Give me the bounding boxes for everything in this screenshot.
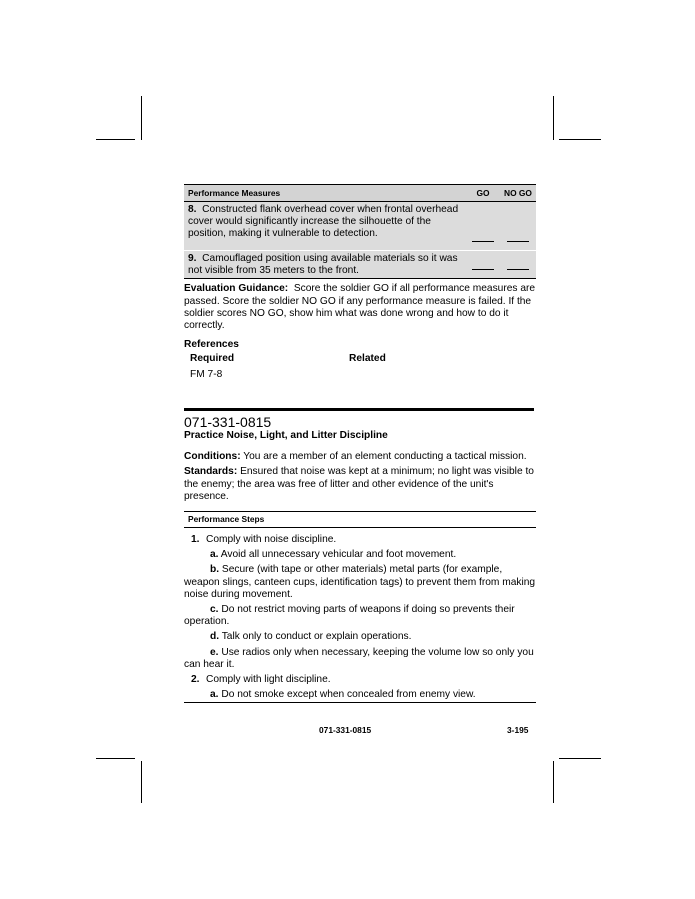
table-row	[184, 202, 536, 251]
standards	[184, 466, 536, 503]
performance-steps-header: Performance Steps	[184, 511, 536, 528]
task-title: Practice Noise, Light, and Litter Discipline	[184, 430, 388, 441]
substep	[184, 604, 536, 628]
step-text: Comply with noise discipline.	[206, 534, 337, 546]
substep	[184, 564, 536, 601]
crop-mark	[553, 761, 554, 803]
performance-measures-table	[184, 184, 536, 279]
step	[184, 534, 536, 546]
substep-text: Secure (with tape or other materials) metal parts (for example, weapon slings, canteen cups, identification tags) to prevent them from making noise during movement.	[184, 564, 536, 600]
substep-text: Use radios only when necessary, keeping the volume low so only you can hear it.	[184, 646, 534, 670]
standards-label: Standards:	[184, 466, 238, 478]
evaluation-guidance	[184, 283, 536, 332]
substep-text: Do not restrict moving parts of weapons if doing so prevents their operation.	[184, 604, 515, 628]
measure-cell	[184, 202, 466, 251]
crop-mark	[96, 758, 135, 759]
measure-number: 8.	[188, 204, 197, 215]
page-content	[184, 184, 536, 381]
go-header: GO	[466, 185, 500, 202]
measure-text: Constructed flank overhead cover when frontal overhead cover would significantly increase the silhouette of the position, making it vulnerable to detection.	[188, 204, 459, 240]
evaluation-text: Score the soldier GO if all performance measures are passed. Score the soldier NO GO if any performance measure is failed. If the soldier scores NO GO, show him what was done wrong and how to do it correctly.	[184, 283, 536, 332]
substep-text: Do not smoke except when concealed from enemy view.	[221, 689, 476, 701]
crop-mark	[559, 139, 601, 140]
substep-text: Talk only to conduct or explain operations.	[221, 631, 412, 643]
crop-mark	[96, 139, 135, 140]
no-go-blank[interactable]	[500, 202, 536, 251]
references-heading: References	[184, 339, 239, 351]
substep-text: Avoid all unnecessary vehicular and foot movement.	[220, 549, 457, 561]
substep	[184, 549, 536, 561]
crop-mark	[559, 758, 601, 759]
task-section	[184, 414, 536, 703]
go-blank[interactable]	[466, 251, 500, 279]
performance-measures-header: Performance Measures	[184, 185, 466, 202]
substep-label: b.	[210, 564, 220, 576]
conditions	[184, 451, 536, 463]
related-label: Related	[349, 353, 386, 365]
task-number: 071-331-0815	[184, 414, 272, 430]
measure-text: Camouflaged position using available materials so it was not visible from 35 meters to the front.	[188, 253, 458, 277]
task-divider	[184, 408, 534, 411]
page-number: 3-195	[507, 725, 529, 735]
no-go-blank[interactable]	[500, 251, 536, 279]
required-reference: FM 7-8	[190, 368, 223, 380]
crop-mark	[141, 761, 142, 803]
crop-mark	[141, 96, 142, 140]
substep-label: a.	[210, 689, 219, 701]
performance-steps	[184, 528, 536, 703]
table-header-row	[184, 185, 536, 202]
step-number: 2.	[191, 674, 200, 686]
step-number: 1.	[191, 534, 200, 546]
substep-label: a.	[210, 549, 219, 561]
table-row	[184, 251, 536, 279]
measure-cell	[184, 251, 466, 279]
substep-label: c.	[210, 604, 219, 616]
references-columns	[184, 353, 536, 365]
substep	[184, 647, 536, 671]
evaluation-label: Evaluation Guidance:	[184, 283, 289, 295]
crop-mark	[553, 96, 554, 140]
conditions-text: You are a member of an element conducting a tactical mission.	[243, 451, 527, 463]
substep	[184, 689, 536, 701]
substep-label: e.	[210, 646, 219, 658]
substep	[184, 631, 536, 643]
no-go-header: NO GO	[500, 185, 536, 202]
measure-number: 9.	[188, 253, 197, 264]
substep-label: d.	[210, 631, 220, 643]
standards-text: Ensured that noise was kept at a minimum; no light was visible to the enemy; the area was free of litter and other evidence of the unit's presence.	[184, 466, 534, 502]
required-label: Required	[190, 353, 235, 365]
footer-task-number: 071-331-0815	[319, 725, 372, 735]
conditions-label: Conditions:	[184, 451, 241, 463]
go-blank[interactable]	[466, 202, 500, 251]
step	[184, 674, 536, 686]
step-text: Comply with light discipline.	[206, 674, 331, 686]
